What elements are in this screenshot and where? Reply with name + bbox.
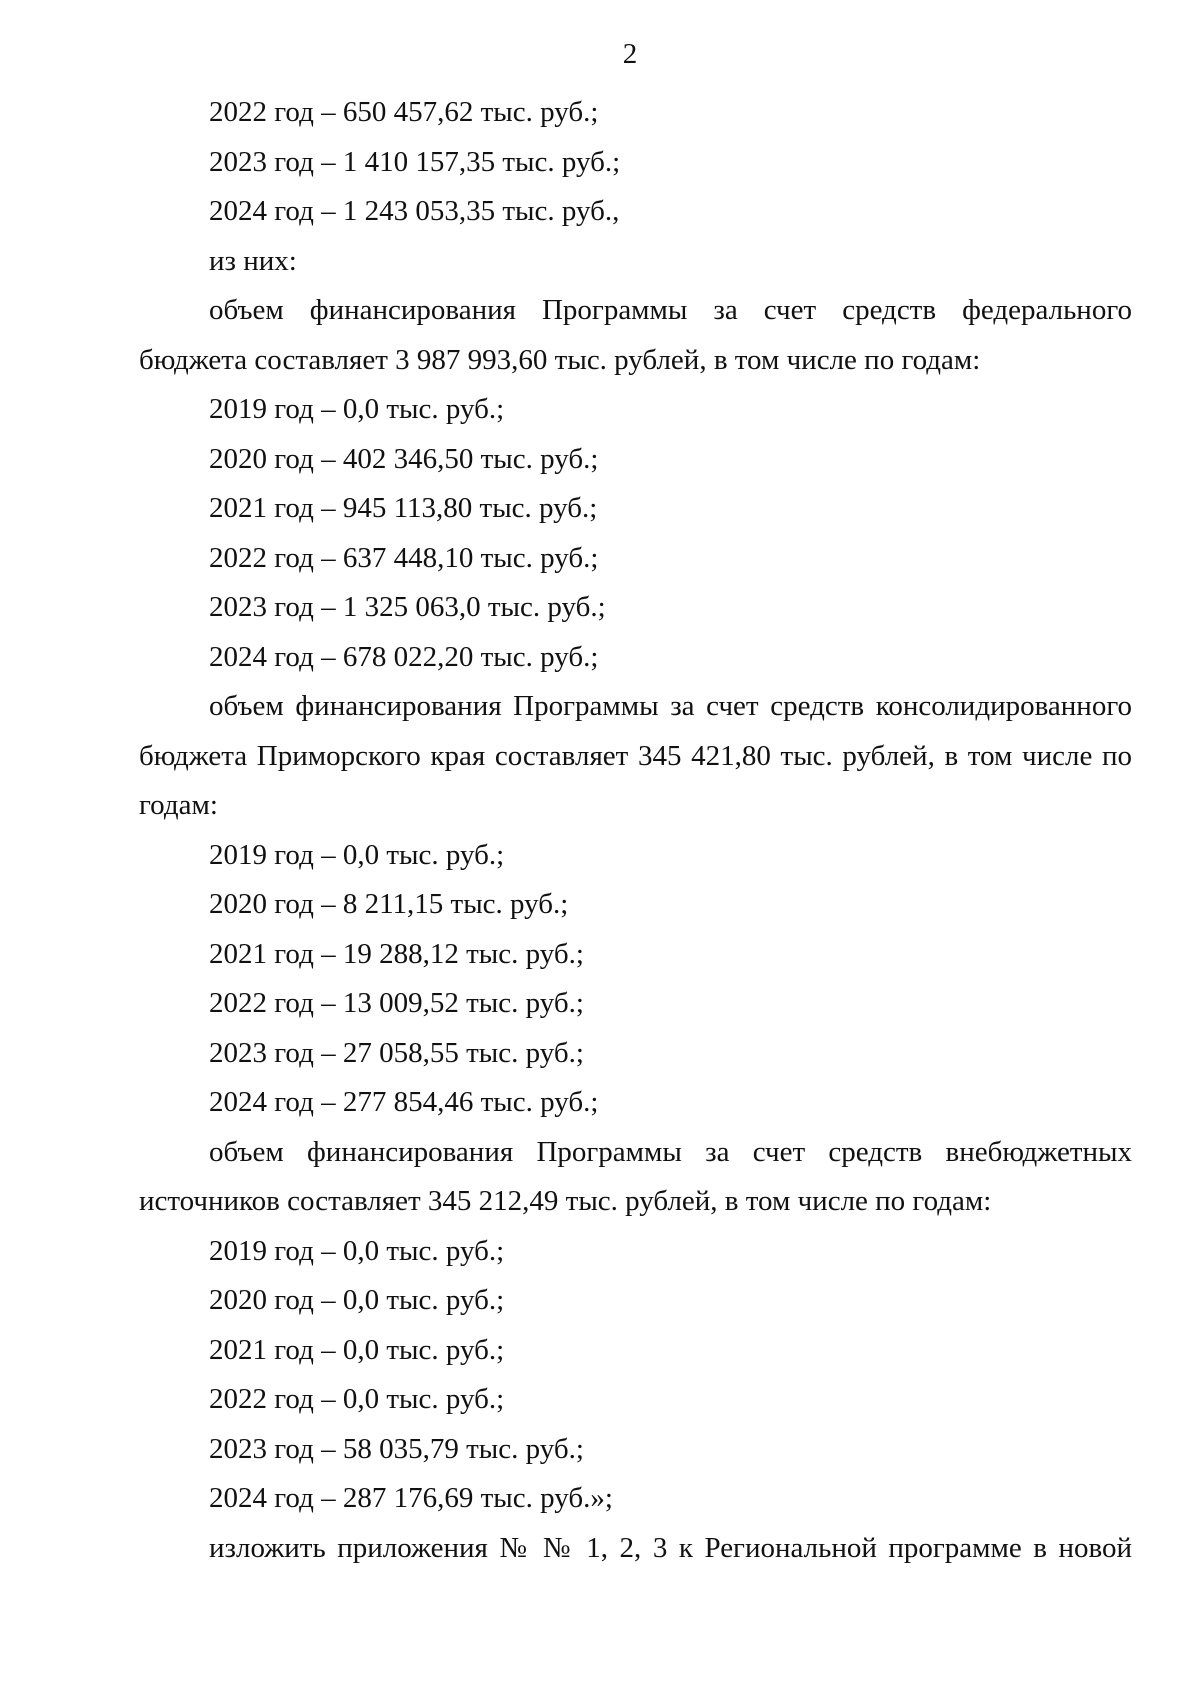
page-number: 2 — [622, 38, 638, 70]
federal-2021: 2021 год – 945 113,80 тыс. руб.; — [209, 492, 598, 524]
appendix-instruction: изложить приложения № № 1, 2, 3 к Региональной программе в новой — [209, 1531, 1132, 1564]
regional-2022: 2022 год – 13 009,52 тыс. руб.; — [209, 987, 584, 1019]
extrabudgetary-paragraph: объем финансирования Программы за счет средств внебюджетных — [209, 1135, 1132, 1168]
amount-line-2022: 2022 год – 650 457,62 тыс. руб.; — [209, 96, 599, 128]
regional-2023: 2023 год – 27 058,55 тыс. руб.; — [209, 1036, 584, 1069]
federal-2019: 2019 год – 0,0 тыс. руб.; — [209, 393, 505, 425]
paragraph-line: из них: — [209, 244, 297, 277]
federal-2023: 2023 год – 1 325 063,0 тыс. руб.; — [209, 591, 606, 623]
regional-2020: 2020 год – 8 211,15 тыс. руб.; — [209, 888, 569, 920]
amount-line-2023: 2023 год – 1 410 157,35 тыс. руб.; — [209, 145, 621, 178]
extrabudgetary-2024: 2024 год – 287 176,69 тыс. руб.»; — [209, 1482, 613, 1514]
regional-budget-paragraph: объем финансирования Программы за счет средств консолидированного — [209, 690, 1132, 722]
regional-budget-paragraph-cont: бюджета Приморского края составляет 345 421,80 тыс. рублей, в том числе по — [139, 739, 1132, 772]
extrabudgetary-2022: 2022 год – 0,0 тыс. руб.; — [209, 1383, 505, 1415]
regional-2024: 2024 год – 277 854,46 тыс. руб.; — [209, 1086, 599, 1118]
extrabudgetary-2020: 2020 год – 0,0 тыс. руб.; — [209, 1284, 505, 1316]
federal-2020: 2020 год – 402 346,50 тыс. руб.; — [209, 442, 599, 475]
federal-budget-paragraph-cont: бюджета составляет 3 987 993,60 тыс. рублей, в том числе по годам: — [139, 343, 981, 376]
federal-budget-paragraph: объем финансирования Программы за счет средств федерального — [209, 294, 1132, 326]
federal-2022: 2022 год – 637 448,10 тыс. руб.; — [209, 541, 599, 574]
regional-budget-paragraph-end: годам: — [139, 789, 218, 821]
extrabudgetary-2019: 2019 год – 0,0 тыс. руб.; — [209, 1234, 505, 1267]
extrabudgetary-2021: 2021 год – 0,0 тыс. руб.; — [209, 1333, 505, 1366]
regional-2019: 2019 год – 0,0 тыс. руб.; — [209, 838, 505, 871]
regional-2021: 2021 год – 19 288,12 тыс. руб.; — [209, 937, 584, 970]
extrabudgetary-2023: 2023 год – 58 035,79 тыс. руб.; — [209, 1432, 584, 1465]
federal-2024: 2024 год – 678 022,20 тыс. руб.; — [209, 640, 599, 673]
amount-line-2024: 2024 год – 1 243 053,35 тыс. руб., — [209, 195, 620, 227]
extrabudgetary-paragraph-cont: источников составляет 345 212,49 тыс. рублей, в том числе по годам: — [139, 1185, 992, 1217]
document-body — [139, 88, 1132, 1573]
